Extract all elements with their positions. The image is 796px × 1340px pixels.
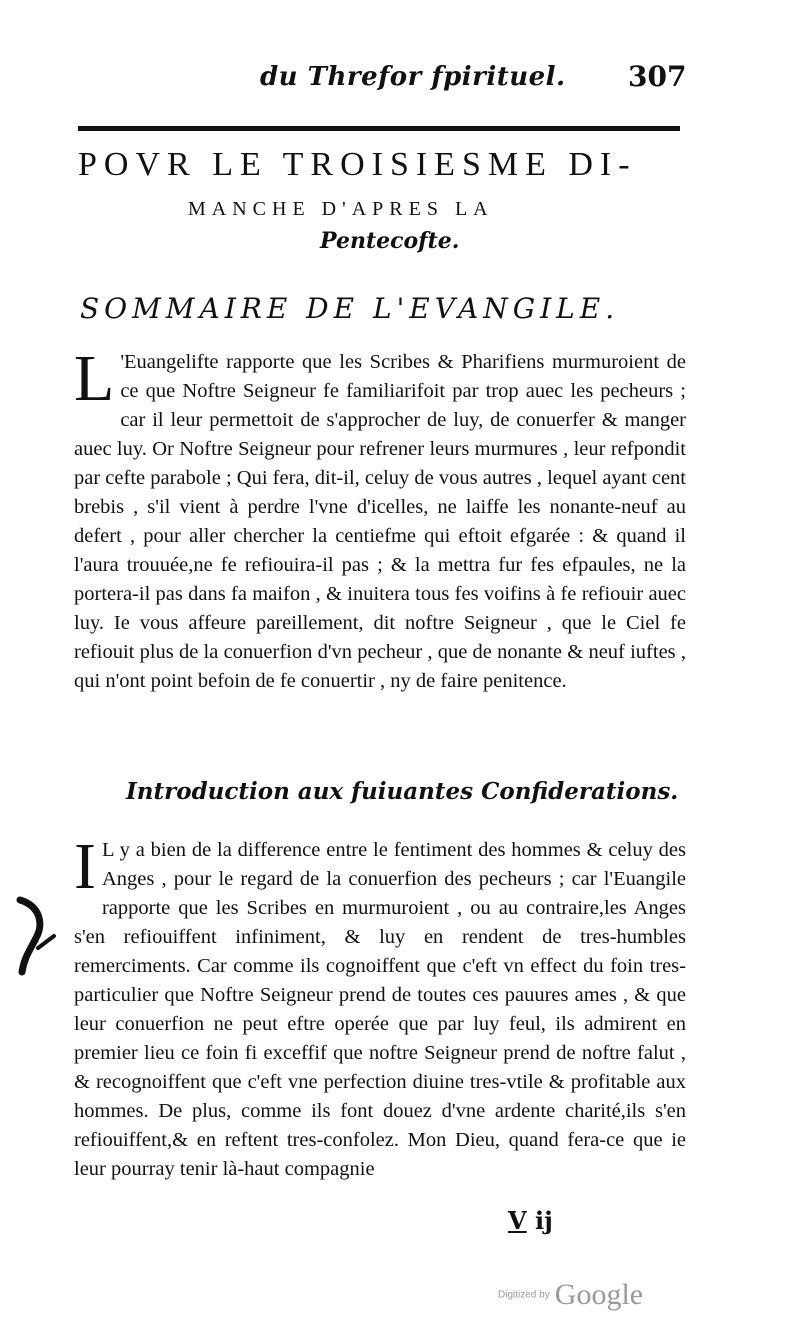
signature-letter: V	[508, 1206, 527, 1235]
page-number: 307	[628, 60, 687, 93]
introduction-text: L y a bien de la difference entre le fentiment des hommes & celuy des Anges , pour le regard de la conuerfion des pecheurs ; car l'Euangile rapporte que les Scribes en murmuroient , ou au contraire,les Anges s'en refiouiffent infiniment, & luy en rendent de tres-humbles remerciments. Car comme ils cognoiffent que c'eft vn effect du foin tres-particulier que Noftre Seigneur prend de toutes ces pauures ames , & que leur conuerfion ne peut eftre operée que par luy feul, ils admirent en premier lieu ce foin fi exceffif que noftre Seigneur prend de noftre falut , & recognoiffent que c'eft vne perfection diuine tres-vtile & profitable aux hommes. De plus, comme ils font douez d'vne ardente charité,ils s'en refiouiffent,& en reftent tres-confolez. Mon Dieu, quand fera-ce que ie leur pourray tenir là-haut compagnie	[74, 839, 686, 1180]
margin-bracket-mark	[14, 896, 58, 976]
introduction-heading: Introduction aux fuiuantes Confiderations.	[126, 778, 679, 805]
introduction-dropcap: I	[74, 830, 96, 903]
introduction-paragraph	[74, 830, 686, 1184]
digitized-watermark	[498, 1278, 643, 1312]
chapter-title-line-2: MANCHE D'APRES LA	[188, 198, 494, 220]
watermark-prefix: Digitized by	[498, 1289, 550, 1301]
summary-paragraph	[74, 342, 686, 696]
header-rule	[78, 126, 680, 131]
chapter-title-line-3: Pentecofte.	[320, 228, 460, 254]
summary-dropcap: L	[74, 342, 115, 415]
running-head: du Threfor fpirituel.	[260, 62, 566, 92]
signature-mark	[508, 1206, 553, 1235]
summary-text: 'Euangelifte rapporte que les Scribes & Pharifiens murmuroient de ce que Noftre Seigneur fe familiarifoit par trop auec les pecheurs ; car il leur permettoit de s'approcher de luy, de conuerfer & manger auec luy. Or Noftre Seigneur pour refrener leurs murmures , leur refpondit par cefte parabole ; Qui fera, dit-il, celuy de vous autres , lequel ayant cent brebis , s'il vient à perdre l'vne d'icelles, ne laiffe les nonante-neuf au defert , pour aller chercher la centiefme qui eftoit efgarée : & quand il l'aura trouuée,ne fe refiouira-il pas ; & la mettra fur fes efpaules, ne la portera-il pas dans fa maifon , & inuitera tous fes voifins à fe refiouir auec luy. Ie vous affeure pareillement, dit noftre Seigneur , que le Ciel fe refiouit plus de la conuerfion d'vn pecheur , que de nonante & neuf iuftes , qui n'ont point befoin de fe conuertir , ny de faire penitence.	[74, 351, 686, 692]
watermark-brand: Google	[554, 1278, 644, 1311]
summary-heading: SOMMAIRE DE L'EVANGILE.	[80, 292, 620, 325]
signature-number: ij	[534, 1206, 553, 1235]
chapter-title-line-1: POVR LE TROISIESME DI-	[78, 146, 637, 183]
